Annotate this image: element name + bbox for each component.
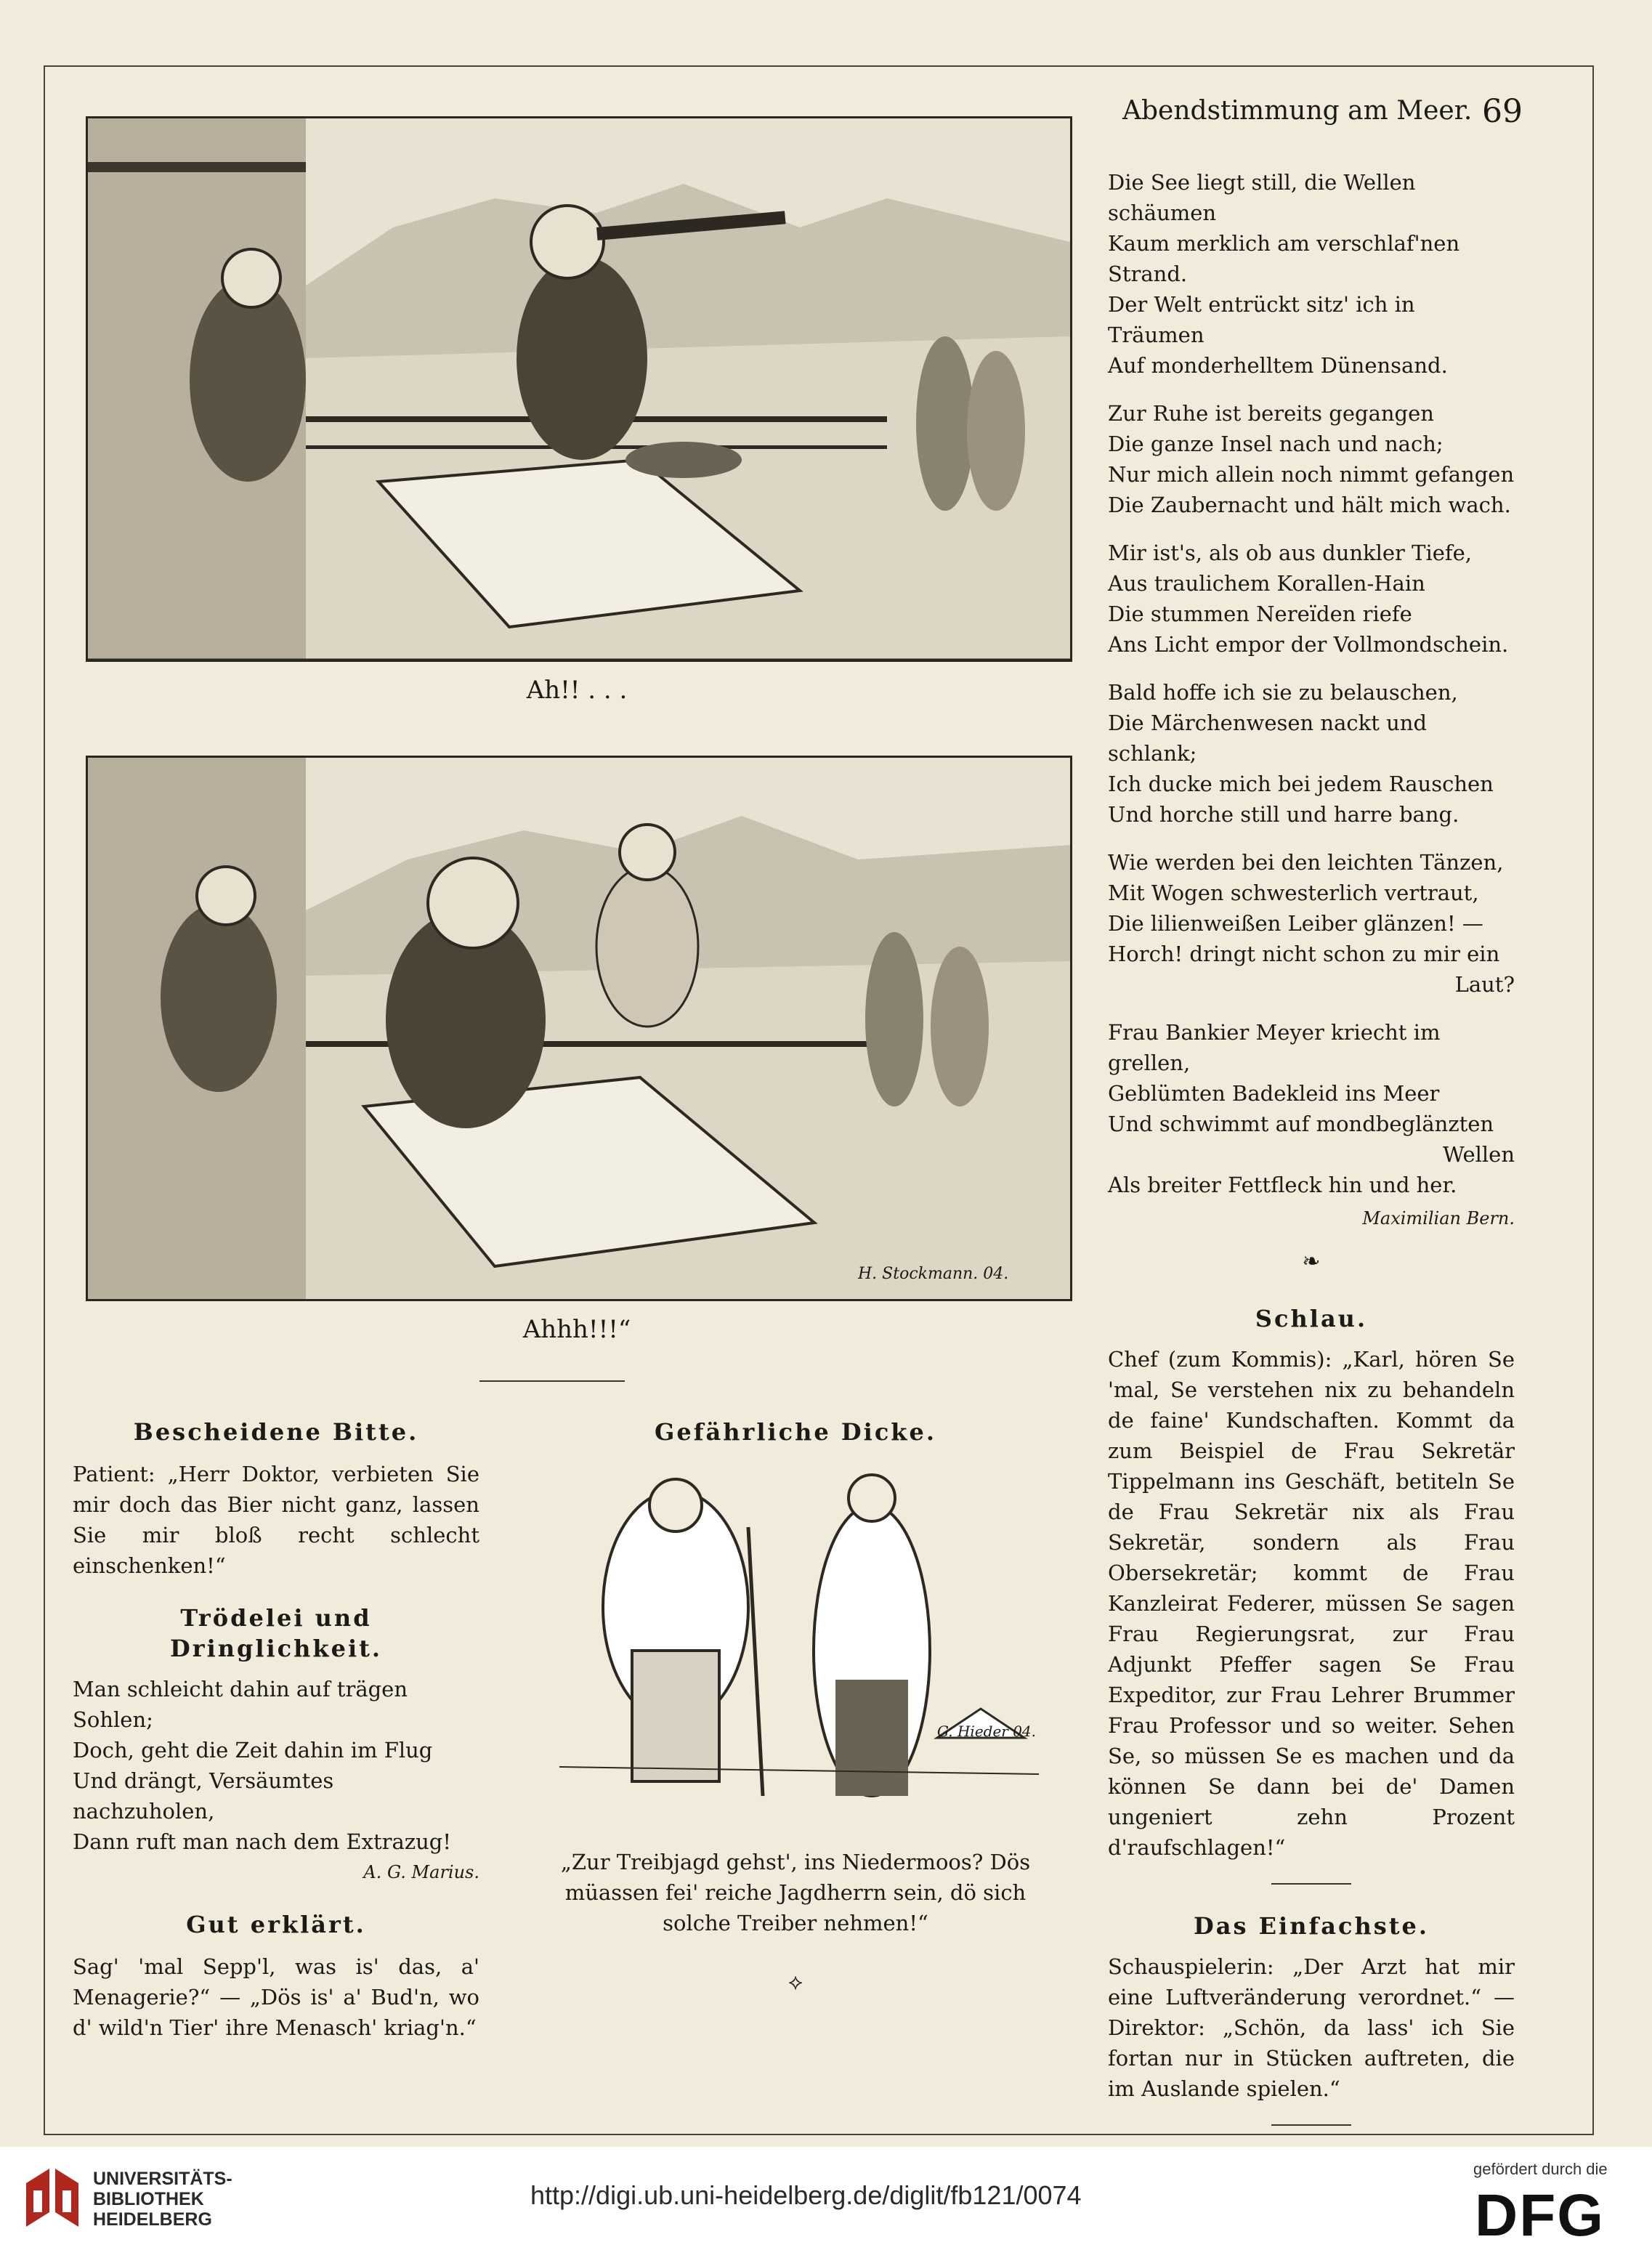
ornament: ❧ bbox=[1302, 1249, 1321, 1274]
poem-line: Und horche still und harre bang. bbox=[1108, 802, 1459, 827]
poem-line: Die stummen Nereïden riefe bbox=[1108, 602, 1412, 626]
source-url-link[interactable]: http://digi.ub.uni-heidelberg.de/diglit/fb121/0074 bbox=[530, 2180, 1082, 2210]
gefaehrliche-dicke-signature: G. Hieder 04. bbox=[937, 1723, 1037, 1740]
poem-line: Die ganze Insel nach und nach; bbox=[1108, 432, 1444, 456]
poem-line: Bald hoffe ich sie zu belauschen, bbox=[1108, 680, 1458, 705]
troedelei-author: A. G. Marius. bbox=[363, 1862, 479, 1882]
poem-stanza bbox=[1108, 167, 1515, 381]
divider bbox=[479, 1380, 625, 1382]
poem-line: Ich ducke mich bei jedem Rauschen bbox=[1108, 772, 1494, 796]
poem-line: Laut? bbox=[1454, 972, 1515, 997]
cartoon-top-illustration bbox=[86, 116, 1072, 662]
gefaehrliche-dicke-caption: „Zur Treibjagd gehst', ins Niedermoos? Dös müassen fei' reiche Jagdherrn sein, dö sich solche Treiber nehmen!“ bbox=[560, 1850, 1031, 1935]
poem-line: Man schleicht dahin auf trägen Sohlen; bbox=[73, 1677, 408, 1732]
divider bbox=[1271, 2124, 1351, 2126]
poem-line: Wie werden bei den leichten Tänzen, bbox=[1108, 850, 1504, 875]
poem-line: Frau Bankier Meyer kriecht im grellen, bbox=[1108, 1020, 1441, 1075]
poem-line: Doch, geht die Zeit dahin im Flug bbox=[73, 1738, 433, 1763]
poem-line: Als breiter Fettfleck hin und her. bbox=[1108, 1173, 1457, 1197]
poem-line: Wellen bbox=[1443, 1142, 1515, 1167]
ornament: ⟡ bbox=[788, 1970, 803, 1995]
footer-bar bbox=[0, 2147, 1652, 2249]
poem-line: Und schwimmt auf mondbeglänzten bbox=[1108, 1112, 1494, 1136]
gut-erklaert-heading: Gut erklärt. bbox=[186, 1911, 366, 1938]
funded-by-label: gefördert durch die bbox=[1473, 2160, 1608, 2178]
poem-line: Horch! dringt nicht schon zu mir ein bbox=[1108, 942, 1500, 966]
middle-column bbox=[530, 1417, 1061, 1998]
einfachste-heading: Das Einfachste. bbox=[1194, 1912, 1429, 1940]
left-column bbox=[73, 1417, 479, 2043]
poem-line: Dann ruft man nach dem Extrazug! bbox=[73, 1829, 451, 1854]
library-name: UNIVERSITÄTS- BIBLIOTHEK HEIDELBERG bbox=[93, 2169, 232, 2230]
schlau-heading: Schlau. bbox=[1255, 1305, 1368, 1332]
troedelei-heading: Trödelei und Dringlichkeit. bbox=[169, 1604, 383, 1662]
poem-line: Aus traulichem Korallen-Hain bbox=[1108, 571, 1425, 596]
university-library-logo-icon bbox=[20, 2161, 84, 2234]
poem-stanza bbox=[1108, 847, 1515, 1000]
poem-line: Die Märchenwesen nackt und schlank; bbox=[1108, 711, 1428, 766]
poem-line: Ans Licht empor der Vollmondschein. bbox=[1108, 632, 1509, 657]
poem-line: Die Zaubernacht und hält mich wach. bbox=[1108, 493, 1511, 517]
poem-line: Mit Wogen schwesterlich vertraut, bbox=[1108, 881, 1479, 905]
poem-line: Auf monderhelltem Dünensand. bbox=[1108, 353, 1448, 378]
bescheidene-bitte-text: Patient: „Herr Doktor, verbieten Sie mir doch das Bier nicht ganz, lassen Sie mir bloß recht schlecht einschenken!“ bbox=[73, 1462, 479, 1578]
cartoon-bottom-caption: Ahhh!!!“ bbox=[522, 1315, 631, 1344]
poem-line: Mir ist's, als ob aus dunkler Tiefe, bbox=[1108, 541, 1473, 565]
troedelei-poem bbox=[73, 1674, 479, 1857]
divider bbox=[1271, 1883, 1351, 1885]
cartoon-bottom-illustration bbox=[86, 756, 1072, 1301]
poem-line: Nur mich allein noch nimmt gefangen bbox=[1108, 462, 1515, 487]
schlau-text: Chef (zum Kommis): „Karl, hören Se 'mal, Se verstehen nix zu behandeln de faine' Kundschaften. Kommt da zum Beispiel de Frau Sekretär Tippelmann ins Geschäft, betiteln Se de Frau Sekretär nix als Frau Sekretär, sondern als Frau Obersekretär; kommt de Frau Kanzleirat Federer, müssen Se sagen Frau Regierungsrat, zur Frau Adjunkt Pfeffer sagen Se Frau Expeditor, zur Frau Lehrer Brummer Frau Professor und so weiter. Sehen Se, so müssen Se es machen und da können Se dann bei de' Damen ungeniert zehn Prozent d'raufschlagen!“ bbox=[1108, 1347, 1515, 1860]
cartoon-top-caption: Ah!! . . . bbox=[526, 676, 628, 705]
page-number: 69 bbox=[1482, 93, 1523, 130]
cartoon-bottom-signature: H. Stockmann. 04. bbox=[858, 1265, 1009, 1283]
poem-line: Die lilienweißen Leiber glänzen! — bbox=[1108, 911, 1483, 936]
bescheidene-bitte-heading: Bescheidene Bitte. bbox=[133, 1418, 419, 1446]
poem-stanza bbox=[1108, 398, 1515, 520]
right-column bbox=[1108, 167, 1515, 2126]
poem-stanza bbox=[1108, 1017, 1515, 1200]
einfachste-text: Schauspielerin: „Der Arzt hat mir eine Luftveränderung verordnet.“ — Direktor: „Schön, da lass' ich Sie fortan nur in Stücken auftreten, die im Auslande spielen.“ bbox=[1108, 1954, 1515, 2101]
gefaehrliche-dicke-illustration bbox=[530, 1462, 1061, 1840]
poem-line: Und drängt, Versäumtes nachzuholen, bbox=[73, 1768, 334, 1824]
poem-line: Geblümten Badekleid ins Meer bbox=[1108, 1081, 1440, 1106]
poem-line: Der Welt entrückt sitz' ich in Träumen bbox=[1108, 292, 1415, 347]
poem-stanza bbox=[1108, 677, 1515, 830]
dfg-logo: DFG bbox=[1475, 2182, 1606, 2249]
gefaehrliche-dicke-heading: Gefährliche Dicke. bbox=[655, 1418, 936, 1446]
poem-line: Zur Ruhe ist bereits gegangen bbox=[1108, 401, 1434, 426]
poem-line: Kaum merklich am verschlaf'nen Strand. bbox=[1108, 231, 1460, 286]
poem-line: Die See liegt still, die Wellen schäumen bbox=[1108, 170, 1416, 225]
poem-author: Maximilian Bern. bbox=[1362, 1208, 1515, 1229]
poem-title: Abendstimmung am Meer. bbox=[1122, 96, 1473, 126]
poem-stanza bbox=[1108, 538, 1515, 660]
gut-erklaert-text: Sag' 'mal Sepp'l, was is' das, a' Menagerie?“ — „Dös is' a' Bud'n, wo d' wild'n Tier' ihre Menasch' kriag'n.“ bbox=[73, 1954, 479, 2040]
